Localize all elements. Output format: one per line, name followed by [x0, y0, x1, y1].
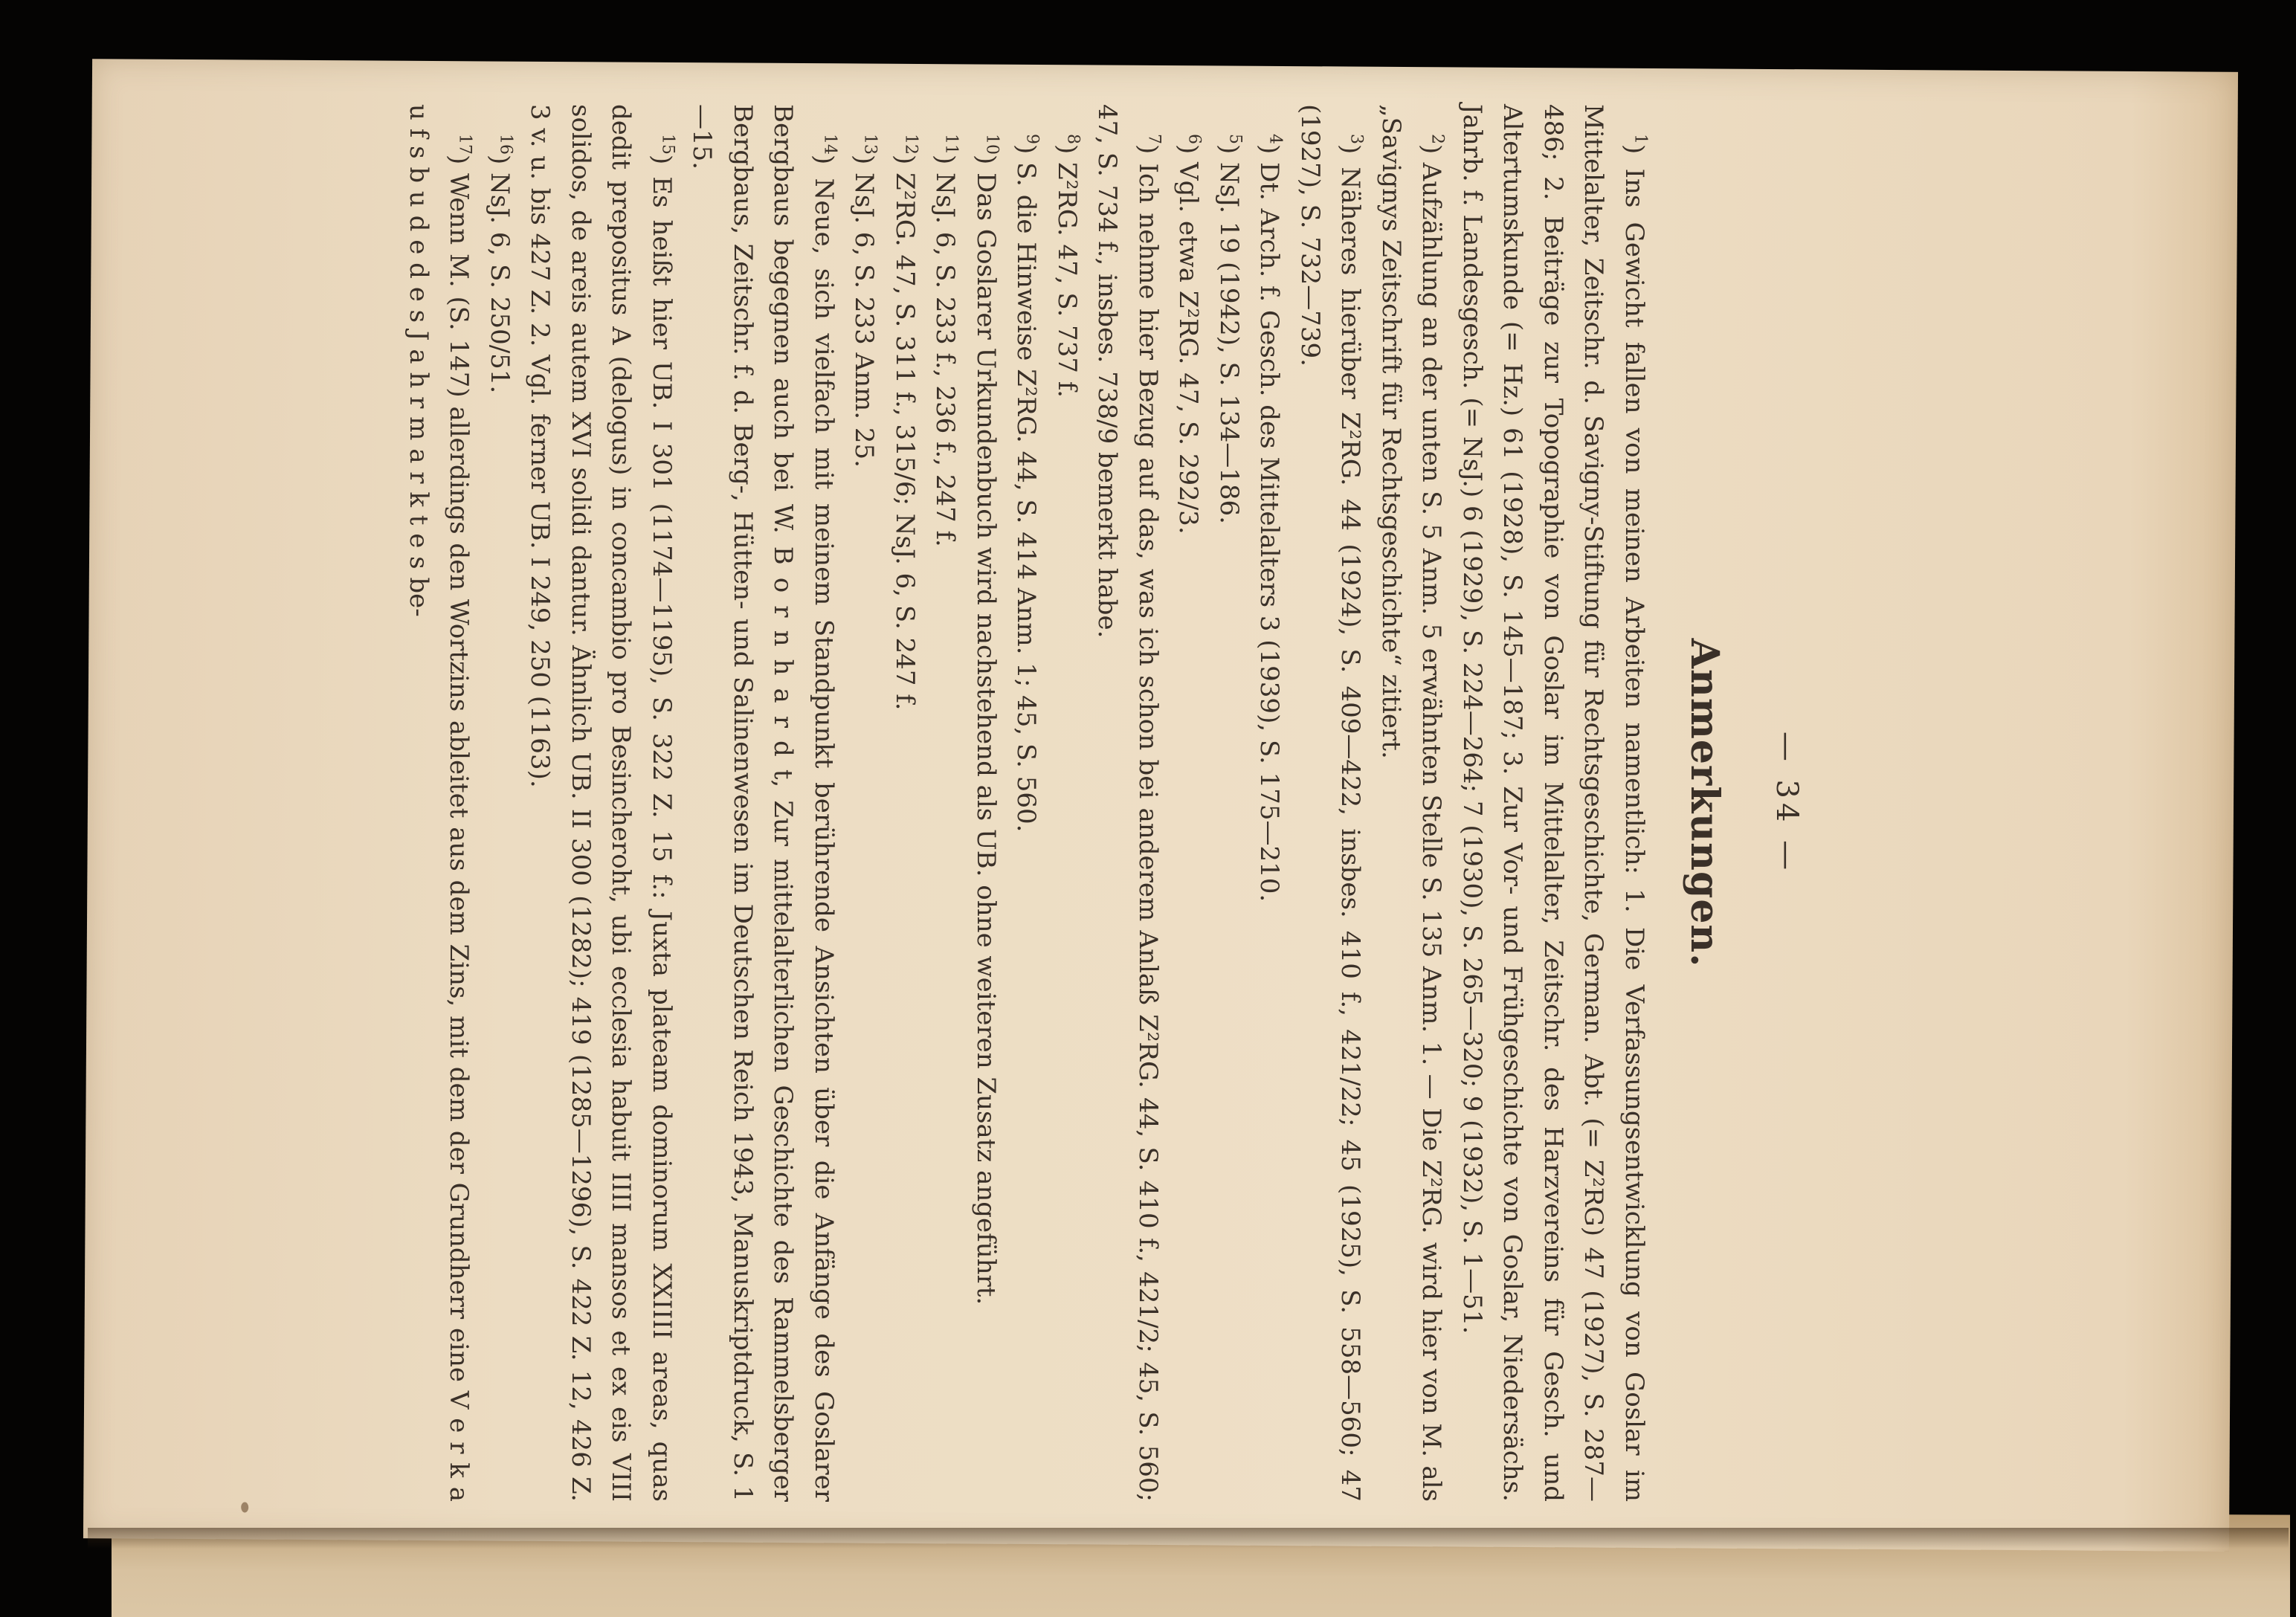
footnote-number: 13 — [860, 134, 880, 155]
footnote-text: ) Dt. Arch. f. Gesch. des Mittelalters 3 (1939), S. 175—210. — [1254, 144, 1285, 903]
footnote-text: ) S. die Hinweise Z²RG. 44, S. 414 Anm. 1; 45, S. 560. — [1011, 144, 1042, 833]
footnote — [1371, 104, 1452, 1502]
rotated-text-block — [0, 104, 1807, 1502]
footnote-number: 1 — [1631, 134, 1650, 144]
footnote — [480, 104, 520, 1502]
paper-speck — [241, 1502, 248, 1512]
footnote — [1006, 104, 1047, 1502]
footnote-text: ) Z²RG. 47, S. 737 f. — [1052, 144, 1082, 398]
notes-list — [399, 104, 1655, 1502]
footnote-text: ) NsJ. 6, S. 233 f., 236 f., 247 f. — [930, 155, 961, 547]
footnote-number: 12 — [901, 134, 920, 155]
footnote-text: ) Das Goslarer Urkundenbuch wird nachstehend als UB. ohne weiteren Zusatz angeführt. — [971, 155, 1001, 1305]
footnote-text: ) Aufzählung an der unten S. 5 Anm. 5 erwähnten Stelle S. 135 Anm. 1. — Die Z²RG. wird hier von M. als „Savignys Zeitschrift für Rechtsgeschichte“ zitiert. — [1376, 104, 1447, 1502]
footnote — [1290, 104, 1371, 1502]
footnote-text: ) NsJ. 19 (1942), S. 134—186. — [1214, 144, 1244, 524]
footnote — [844, 104, 885, 1502]
page-title: Anmerkungen. — [1682, 638, 1728, 968]
footnote-number: 4 — [1265, 134, 1285, 144]
footnote-number: 6 — [1184, 134, 1204, 144]
footnote-number: 2 — [1428, 134, 1447, 144]
footnote-number: 17 — [455, 134, 474, 155]
footnote-number: 9 — [1022, 134, 1042, 144]
footnote-text: ) Neue, sich vielfach mit meinem Standpunkt berührende Ansichten über die Anfänge des Goslarer Bergbaus begegnen auch bei W. B o r n h a r d t, Zur mittelalterlichen Geschichte des Rammelsberger Bergbaus, Zeitschr. f. d. Berg-, Hütten- und Salinenwesen im Deutschen Reich 1943, Manuskriptdruck, S. 1—15. — [687, 104, 839, 1502]
footnote — [885, 104, 926, 1502]
footnote-number: 11 — [941, 134, 961, 155]
footnote — [520, 104, 682, 1502]
footnote — [1249, 104, 1290, 1502]
page-number: — 34 — — [1770, 731, 1804, 875]
footnote-text: ) Näheres hierüber Z²RG. 44 (1924), S. 409—422, insbes. 410 f., 421/22; 45 (1925), S. 558—560; 47 (1927), S. 732—739. — [1295, 104, 1366, 1502]
footnote — [1209, 104, 1250, 1502]
page-fold-shadow — [88, 1528, 2289, 1549]
footnote-text: ) Z²RG. 47, S. 311 f., 315/6; NsJ. 6, S. 247 f. — [890, 155, 920, 711]
footnote-number: 16 — [496, 134, 515, 155]
footnote-text: ) Ins Gewicht fallen von meinen Arbeiten namentlich: 1. Die Verfassungsentwicklung von Goslar im Mittelalter, Zeitschr. d. Savigny-Stiftung für Rechtsgeschichte, German. Abt. (= Z²RG) 47 (1927), S. 287—486; 2. Beiträge zur Topographie von Goslar im Mittelalter, Zeitschr. des Harzvereins für Gesch. und Altertumskunde (= Hz.) 61 (1928), S. 145—187; 3. Zur Vor- und Frühgeschichte von Goslar, Niedersächs. Jahrb. f. Landesgesch. (= NsJ.) 6 (1929), S. 224—264; 7 (1930), S. 265—320; 9 (1932), S. 1—51. — [1457, 104, 1649, 1502]
footnote — [1168, 104, 1209, 1502]
footnote-text: ) Es heißt hier UB. I 301 (1174—1195), S. 322 Z. 15 f.: Juxta plateam dominorum XXIIII areas, quas dedit prepositus A (delogus) in concambio pro Besincheroht, ubi ecclesia habuit IIII mansos et ex eis VIII solidos, de areis autem XVI solidi dantur. Ähnlich UB. II 300 (1282); 419 (1285—1296), S. 422 Z. 12, 426 Z. 3 v. u. bis 427 Z. 2. Vgl. ferner UB. I 249, 250 (1163). — [525, 104, 677, 1502]
footnote-number: 14 — [820, 134, 839, 155]
footnote-number: 8 — [1063, 134, 1083, 144]
footnote-number: 15 — [658, 134, 677, 155]
footnote — [399, 104, 480, 1502]
footnote — [1452, 104, 1655, 1502]
footnote — [682, 104, 844, 1502]
footnote — [1047, 104, 1088, 1502]
footnote-text: ) Wenn M. (S. 147) allerdings den Wortzins ableitet aus dem Zins, mit dem der Grundherr eine V e r k a u f s b u d e d e s J a h r m a r k t e s be- — [404, 104, 474, 1502]
footnote-text: ) NsJ. 6, S. 233 Anm. 25. — [849, 155, 880, 468]
footnote — [1087, 104, 1168, 1502]
footnote-number: 3 — [1347, 134, 1366, 144]
footnote-text: ) Ich nehme hier Bezug auf das, was ich schon bei anderem Anlaß Z²RG. 44, S. 410 f., 421/2; 45, S. 560; 47, S. 734 f., insbes. 738/9 bemerkt habe. — [1092, 104, 1163, 1502]
footnote-number: 5 — [1225, 134, 1245, 144]
footnote — [925, 104, 966, 1502]
footnote-number: 10 — [982, 134, 1002, 155]
footnote — [966, 104, 1007, 1502]
footnote-number: 7 — [1144, 134, 1164, 144]
footnote-text: ) NsJ. 6, S. 250/51. — [485, 155, 515, 394]
footnote-text: ) Vgl. etwa Z²RG. 47, S. 292/3. — [1173, 144, 1204, 535]
